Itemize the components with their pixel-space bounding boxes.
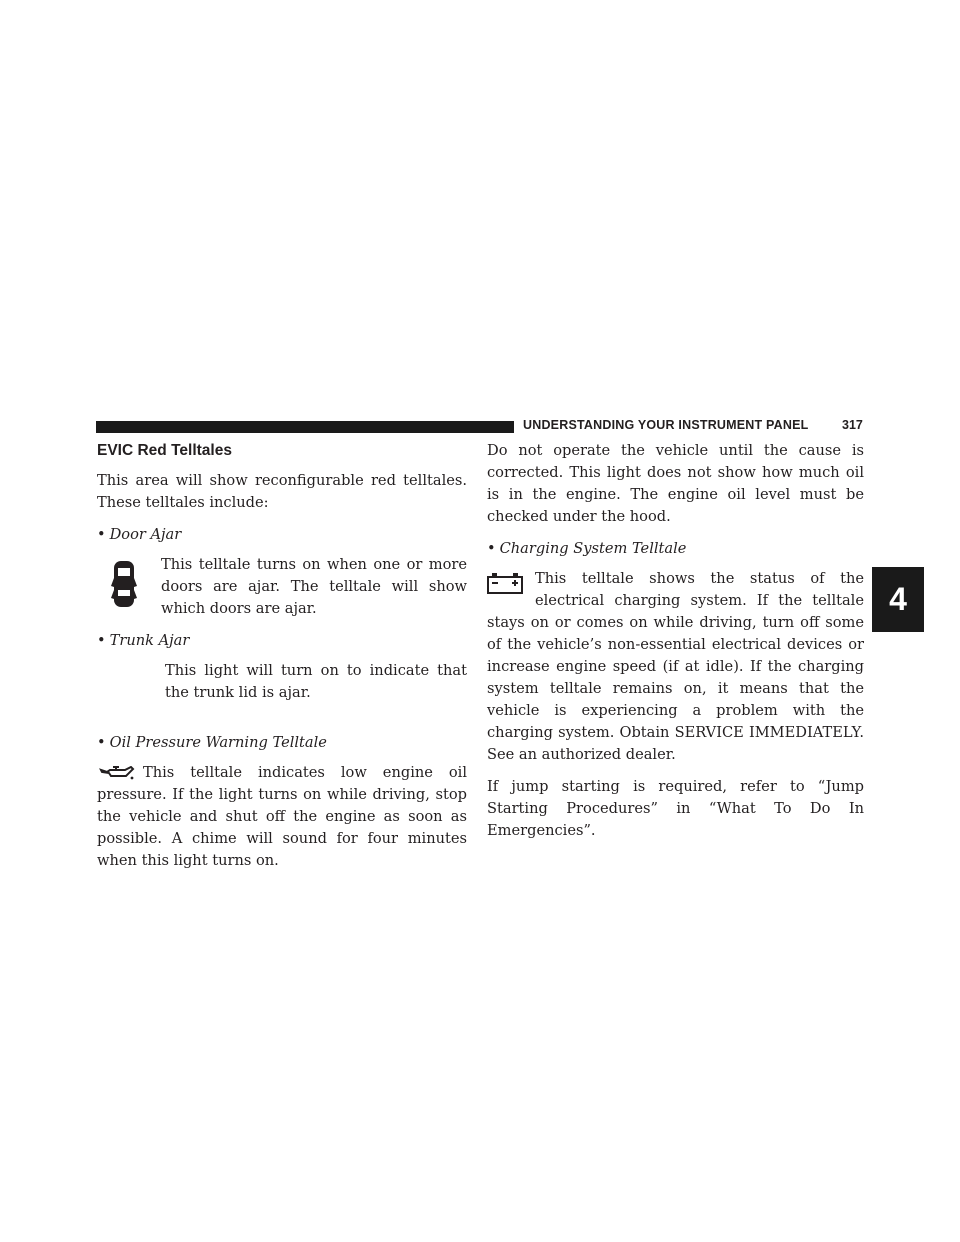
section-heading: EVIC Red Telltales (97, 442, 232, 459)
trunk-ajar-text: This light will turn on to indicate that the trunk lid is ajar. (165, 662, 467, 701)
door-ajar-item: • Door Ajar (97, 526, 182, 543)
battery-icon (487, 572, 523, 594)
oil-pressure-item: • Oil Pressure Warning Telltale (97, 734, 327, 751)
charging-text: This telltale shows the status of the electrical charging system. If the telltale stays on or comes on while driving, turn off some of the vehicle’s non-essential electrical devices or increase engine speed (if at idle). If the charging system telltale remains on, it means that the vehicle is experiencing a problem with the charging system. Obtain SERVICE IMMEDIATELY. See an authorized dealer. (487, 570, 864, 763)
jump-start-paragraph: If jump starting is required, refer to “Jump Starting Procedures” in “What To Do In Emergencies”. (487, 778, 864, 839)
oil-pressure-paragraph (97, 762, 467, 872)
trunk-ajar-title: Trunk Ajar (109, 632, 190, 649)
oil-pressure-title: Oil Pressure Warning Telltale (109, 734, 327, 751)
trunk-ajar-item: • Trunk Ajar (97, 632, 190, 649)
oil-pressure-text: This telltale indicates low engine oil pressure. If the light turns on while driving, stop the vehicle and shut off the engine as soon as possible. A chime will sound for four minutes when this light turns on. (97, 764, 467, 869)
door-ajar-title: Door Ajar (109, 526, 182, 543)
oil-pressure-continued: Do not operate the vehicle until the cause is corrected. This light does not show how much oil is in the engine. The engine oil level must be checked under the hood. (487, 442, 864, 525)
left-column (97, 440, 467, 882)
header-rule (96, 421, 514, 433)
charging-paragraph (487, 568, 864, 766)
door-ajar-icon (111, 560, 137, 608)
chapter-tab: 4 (872, 567, 924, 632)
charging-item: • Charging System Telltale (487, 540, 687, 557)
door-ajar-text: This telltale turns on when one or more doors are ajar. The telltale will show which doors are ajar. (161, 556, 467, 617)
intro-paragraph: This area will show reconfigurable red telltales. These telltales include: (97, 472, 467, 511)
right-column (487, 440, 864, 852)
section-title: UNDERSTANDING YOUR INSTRUMENT PANEL (523, 418, 809, 432)
door-ajar-block (97, 554, 467, 620)
trunk-ajar-block (97, 660, 467, 704)
oil-can-icon (99, 766, 135, 780)
page-number: 317 (842, 418, 863, 432)
charging-title: Charging System Telltale (499, 540, 687, 557)
